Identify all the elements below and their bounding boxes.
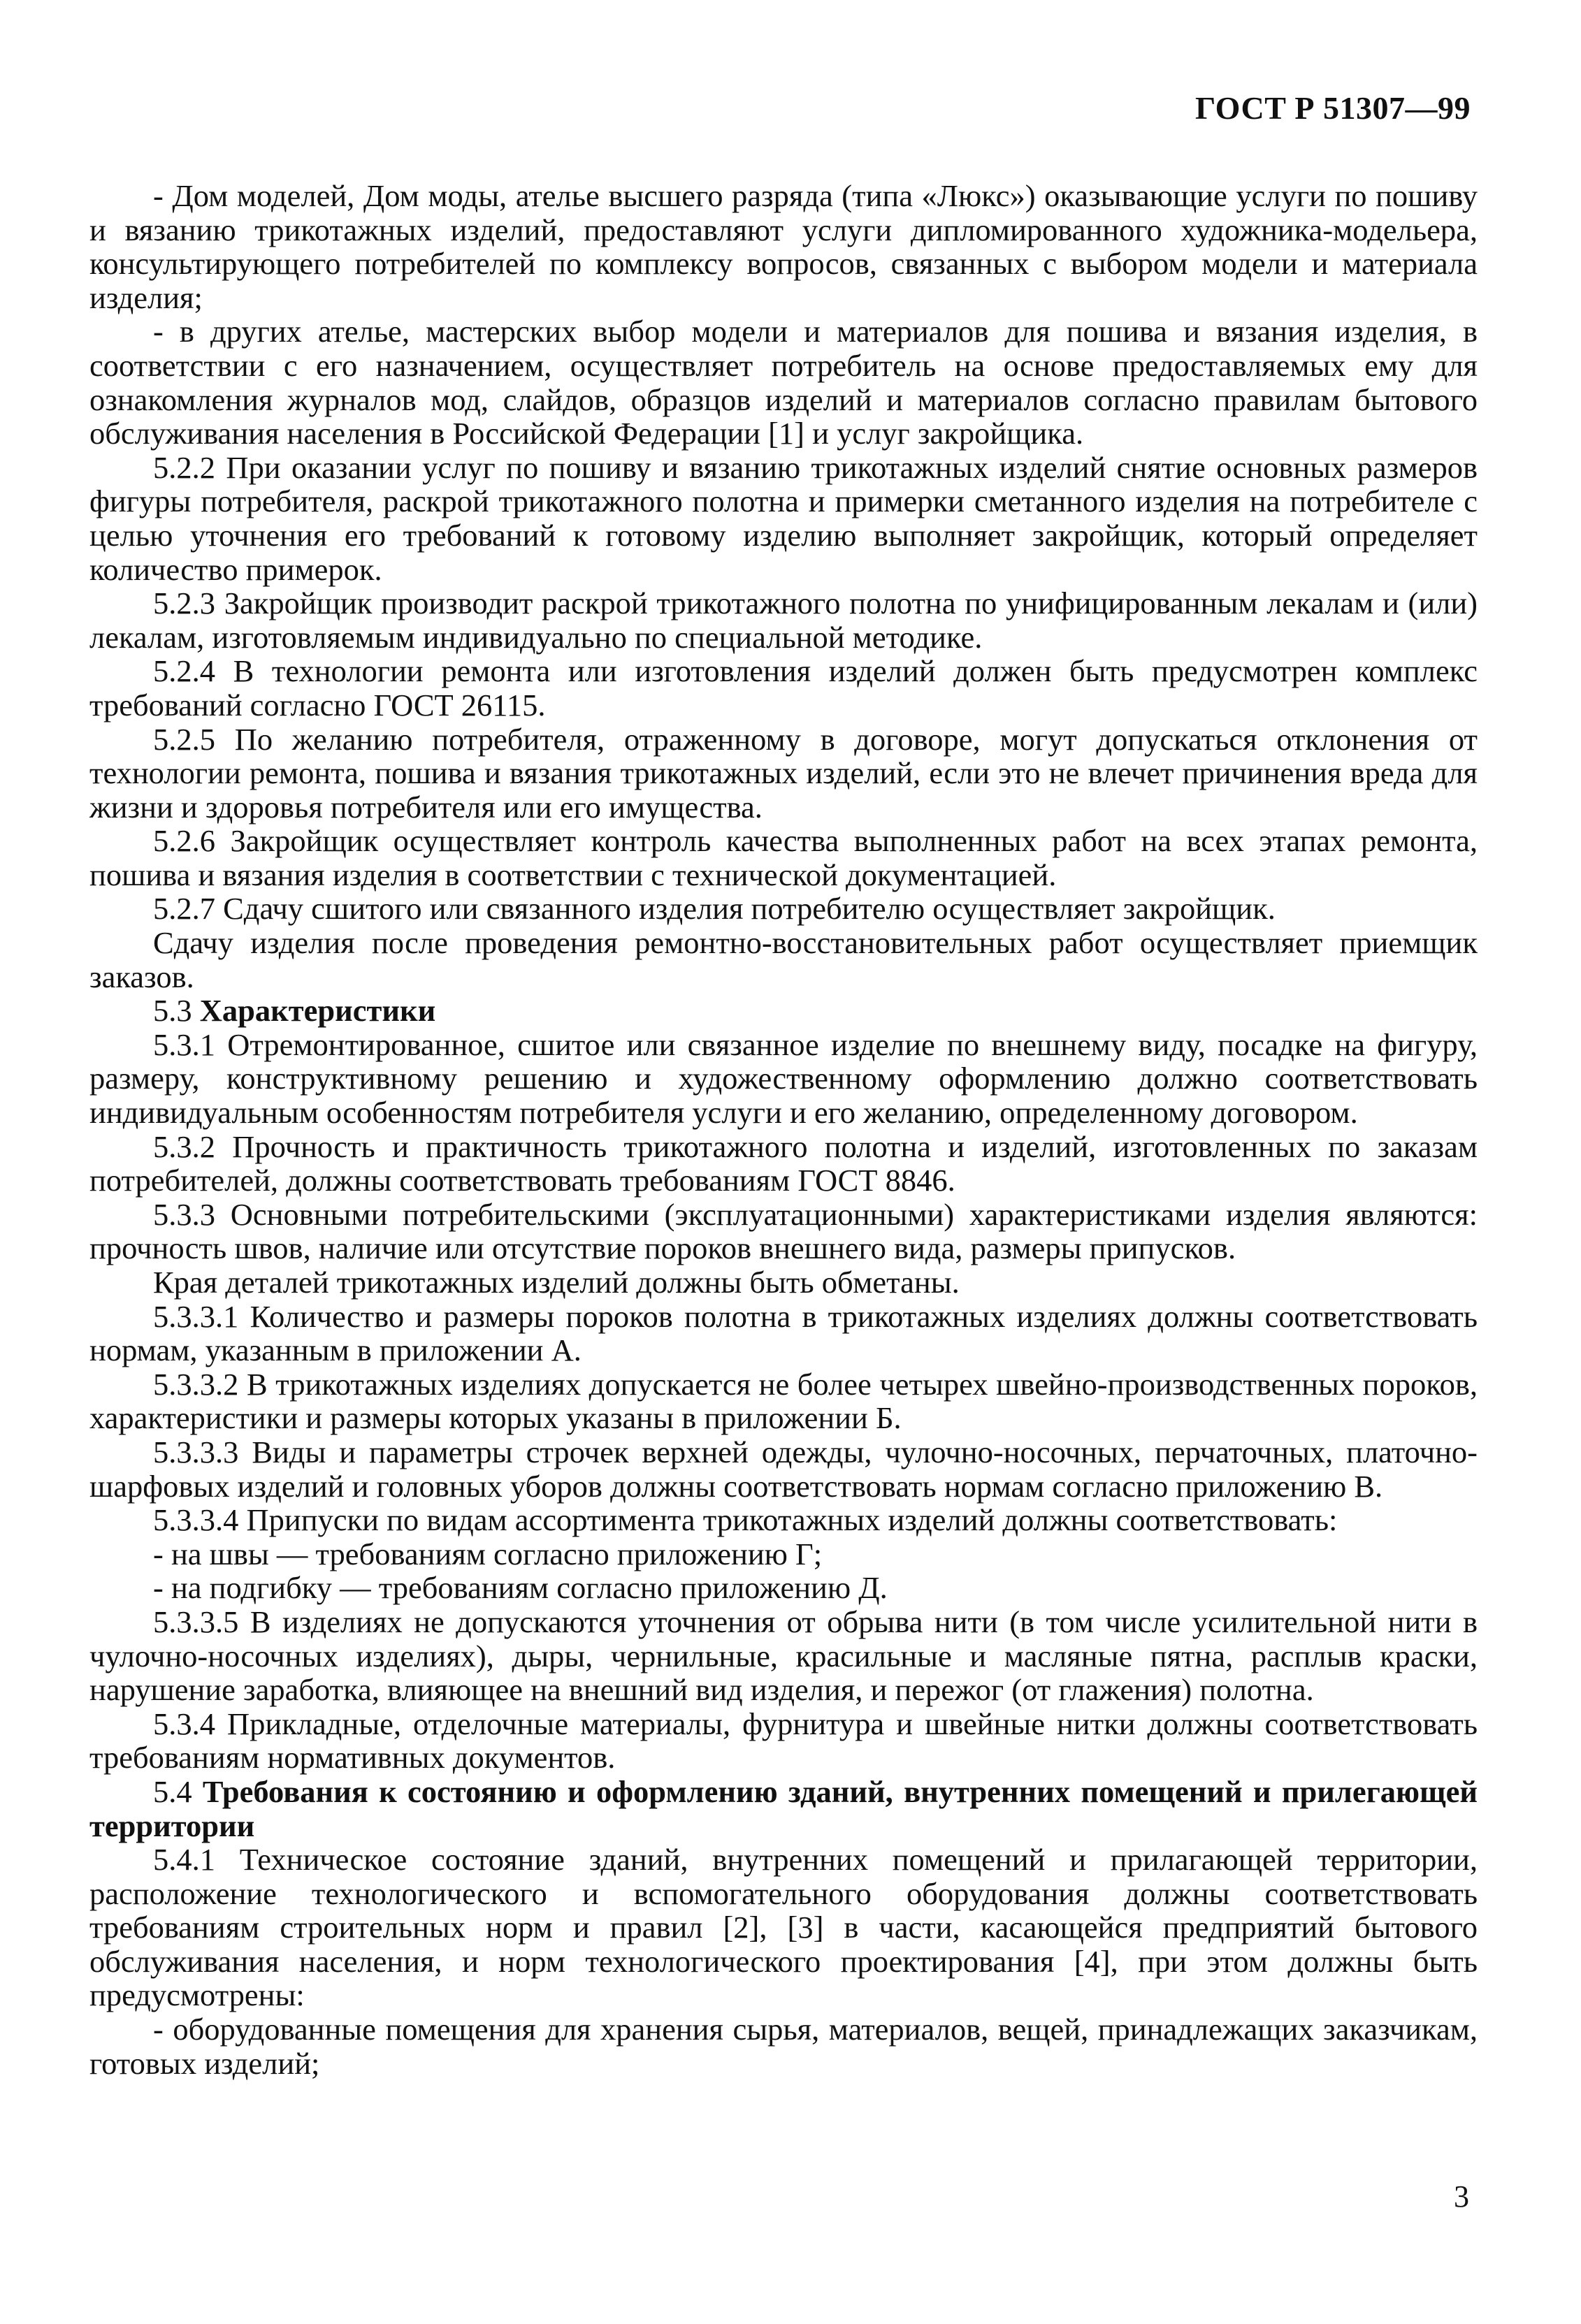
paragraph: Сдачу изделия после проведения ремонтно-восстановительных работ осуществляет приемщик заказов. [89, 925, 1478, 994]
document-code-header: ГОСТ Р 51307—99 [1195, 90, 1471, 126]
list-item: - оборудованные помещения для хранения сырья, материалов, вещей, принадлежащих заказчикам, готовых изделий; [89, 2012, 1478, 2081]
paragraph: 5.3.3.4 Припуски по видам ассортимента трикотажных изделий должны соответствовать: [153, 1502, 1338, 1538]
paragraph: Края деталей трикотажных изделий должны быть обметаны. [153, 1265, 960, 1300]
paragraph: 5.3.3.1 Количество и размеры пороков полотна в трикотажных изделиях должны соответствовать нормам, указанным в приложении А. [89, 1298, 1478, 1368]
section-number: 5.4 [153, 1773, 192, 1809]
paragraph: 5.2.6 Закройщик осуществляет контроль качества выполненных работ на всех этапах ремонта, пошива и вязания изделия в соответствии с технической документацией. [89, 823, 1478, 892]
section-title: Требования к состоянию и оформлению зданий, внутренних помещений и прилегающей территории [89, 1773, 1478, 1843]
paragraph: 5.3.1 Отремонтированное, сшитое или связанное изделие по внешнему виду, посадке на фигуру, размеру, конструктивному решению и художественному оформлению должно соответствовать индивидуальным особенностям потребителя услуги и его желанию, определенному договором. [89, 1026, 1478, 1131]
paragraph: 5.2.4 В технологии ремонта или изготовления изделий должен быть предусмотрен комплекс требований согласно ГОСТ 26115. [89, 653, 1478, 722]
section-heading [89, 1775, 1478, 1843]
paragraph: 5.3.3.2 В трикотажных изделиях допускается не более четырех швейно-производственных пороков, характеристики и размеры которых указаны в приложении Б. [89, 1366, 1478, 1436]
paragraph: 5.2.2 При оказании услуг по пошиву и вязанию трикотажных изделий снятие основных размеров фигуры потребителя, раскрой трикотажного полотна и примерки сметанного изделия на потребителе с целью уточнения его требований к готовому изделию выполняет закройщик, который определяет количество примерок. [89, 449, 1478, 587]
paragraph: 5.3.3 Основными потребительскими (эксплуатационными) характеристиками изделия являются: прочность швов, наличие или отсутствие пороков внешнего вида, размеры припусков. [89, 1196, 1478, 1266]
paragraph: 5.2.5 По желанию потребителя, отраженному в договоре, могут допускаться отклонения от технологии ремонта, пошива и вязания трикотажных изделий, если это не влечет причинения вреда для жизни и здоровья потребителя или его имущества. [89, 721, 1478, 825]
document-body [89, 179, 1478, 2080]
list-item: - на швы — требованиям согласно приложению Г; [153, 1536, 823, 1571]
paragraph: 5.2.7 Сдачу сшитого или связанного изделия потребителю осуществляет закройщик. [153, 891, 1276, 927]
paragraph: 5.3.2 Прочность и практичность трикотажного полотна и изделий, изготовленных по заказам потребителей, должны соответствовать требованиям ГОСТ 8846. [89, 1128, 1478, 1198]
section-title: Характеристики [199, 993, 436, 1029]
paragraph: 5.4.1 Техническое состояние зданий, внутренних помещений и прилагающей территории, расположение технологического и вспомогательного оборудования должны соответствовать требованиям строительных норм и правил [2], [3] в части, касающейся предприятий бытового обслуживания населения, и норм технологического проектирования [4], при этом должны быть предусмотрены: [89, 1842, 1478, 2013]
paragraph: - в других ателье, мастерских выбор модели и материалов для пошива и вязания изделия, в соответствии с его назначением, осуществляет потребитель на основе предоставляемых ему для ознакомления журналов мод, слайдов, образцов изделий и материалов согласно правилам бытового обслуживания населения в Российской Федерации [1] и услуг закройщика. [89, 314, 1478, 451]
paragraph: 5.3.3.3 Виды и параметры строчек верхней одежды, чулочно-носочных, перчаточных, платочно-шарфовых изделий и головных уборов должны соответствовать нормам согласно приложению В. [89, 1434, 1478, 1504]
section-heading [89, 994, 1478, 1028]
paragraph: - Дом моделей, Дом моды, ателье высшего разряда (типа «Люкс») оказывающие услуги по пошиву и вязанию трикотажных изделий, предоставляют услуги дипломированного художника-модельера, консультирующего потребителей по комплексу вопросов, связанных с выбором модели и материала изделия; [89, 178, 1478, 315]
section-number: 5.3 [153, 993, 192, 1029]
paragraph: 5.3.4 Прикладные, отделочные материалы, фурнитура и швейные нитки должны соответствовать требованиям нормативных документов. [89, 1706, 1478, 1775]
list-item: - на подгибку — требованиям согласно приложению Д. [153, 1570, 888, 1606]
paragraph: 5.3.3.5 В изделиях не допускаются уточнения от обрыва нити (в том числе усилительной нити в чулочно-носочных изделиях), дыры, чернильные, красильные и масляные пятна, расплыв краски, нарушение заработка, влияющее на внешний вид изделия, и пережог (от глажения) полотна. [89, 1604, 1478, 1708]
page-number: 3 [1454, 2179, 1469, 2214]
paragraph: 5.2.3 Закройщик производит раскрой трикотажного полотна по унифицированным лекалам и (или) лекалам, изготовляемым индивидуально по специальной методике. [89, 586, 1478, 655]
